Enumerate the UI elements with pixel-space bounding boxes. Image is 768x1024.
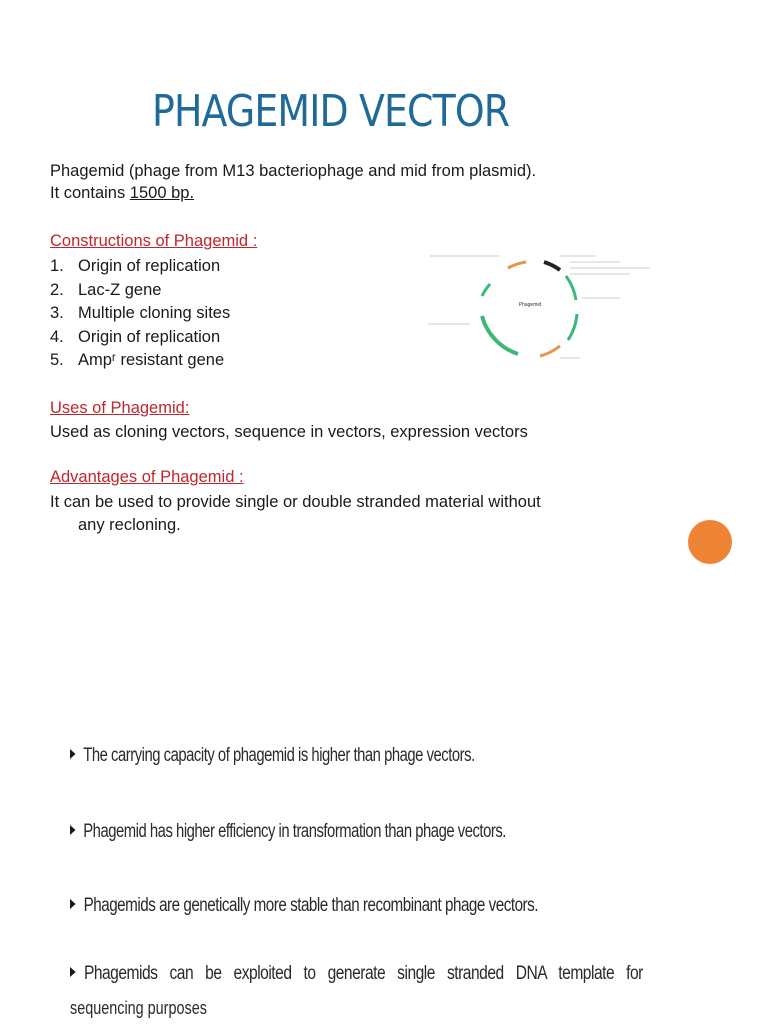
list-item (50, 279, 230, 303)
ring-center-label: Phagemid (518, 302, 542, 308)
list-text: Origin of replication (78, 257, 221, 275)
constructions-list (50, 255, 230, 373)
plasmid-ring (482, 262, 577, 356)
list-item (70, 821, 506, 843)
uses-text: Used as cloning vectors, sequence in vectors, expression vectors (50, 423, 528, 441)
list-item (50, 349, 230, 373)
list-item (50, 255, 230, 279)
slide-title: PHAGEMID VECTOR (152, 86, 510, 137)
list-item (50, 302, 230, 326)
uses-heading: Uses of Phagemid: (50, 399, 190, 417)
advantages-heading: Advantages of Phagemid : (50, 468, 244, 486)
advantages-line-1: It can be used to provide single or double stranded material without (50, 493, 541, 511)
bullet-text: The carrying capacity of phagemid is higher than phage vectors. (83, 745, 475, 766)
triangle-bullet-icon (70, 749, 75, 759)
ring-segment-green-right (566, 276, 576, 300)
list-item (50, 326, 230, 350)
accent-circle (688, 520, 732, 564)
intro-line-2 (50, 182, 536, 204)
bullet-text: Phagemids can be exploited to generate single stranded DNA template for (83, 963, 643, 984)
list-item (70, 745, 475, 767)
triangle-bullet-icon (70, 899, 76, 909)
bullet-text: Phagemids are genetically more stable than recombinant phage vectors. (83, 895, 539, 916)
advantages-line-2: any recloning. (78, 516, 181, 534)
list-text: Ampʳ resistant gene (78, 351, 225, 369)
intro-line-2-prefix: It contains (50, 184, 130, 202)
list-number: 5. (50, 351, 64, 369)
phagemid-diagram (420, 240, 660, 380)
list-number: 4. (50, 327, 64, 346)
size-value: 1500 bp. (129, 184, 195, 202)
ring-segment-orange-top (508, 262, 526, 268)
list-number: 2. (50, 280, 64, 299)
intro-text (50, 160, 536, 204)
list-text: Origin of replication (78, 327, 221, 346)
triangle-bullet-icon (70, 967, 76, 977)
triangle-bullet-icon (70, 825, 75, 835)
list-number: 1. (50, 257, 64, 275)
list-text: Multiple cloning sites (78, 304, 231, 322)
bullet-text: Phagemid has higher efficiency in transformation than phage vectors. (83, 821, 506, 842)
list-item (70, 963, 643, 985)
list-text: Lac-Z gene (78, 280, 162, 299)
ring-segment-green-left (482, 316, 518, 354)
list-number: 3. (50, 304, 64, 322)
ring-segment-green-left-upper (482, 284, 490, 296)
advantages-text (50, 491, 710, 537)
constructions-heading: Constructions of Phagemid : (50, 232, 258, 250)
bullet-continuation: sequencing purposes (70, 998, 207, 1018)
ring-segment-orange-bottom (540, 346, 560, 356)
list-item (70, 895, 538, 917)
intro-line-1: Phagemid (phage from M13 bacteriophage and mid from plasmid). (50, 162, 537, 180)
ring-segment-green-right-lower (568, 314, 577, 340)
ring-segment-dark (544, 262, 560, 270)
